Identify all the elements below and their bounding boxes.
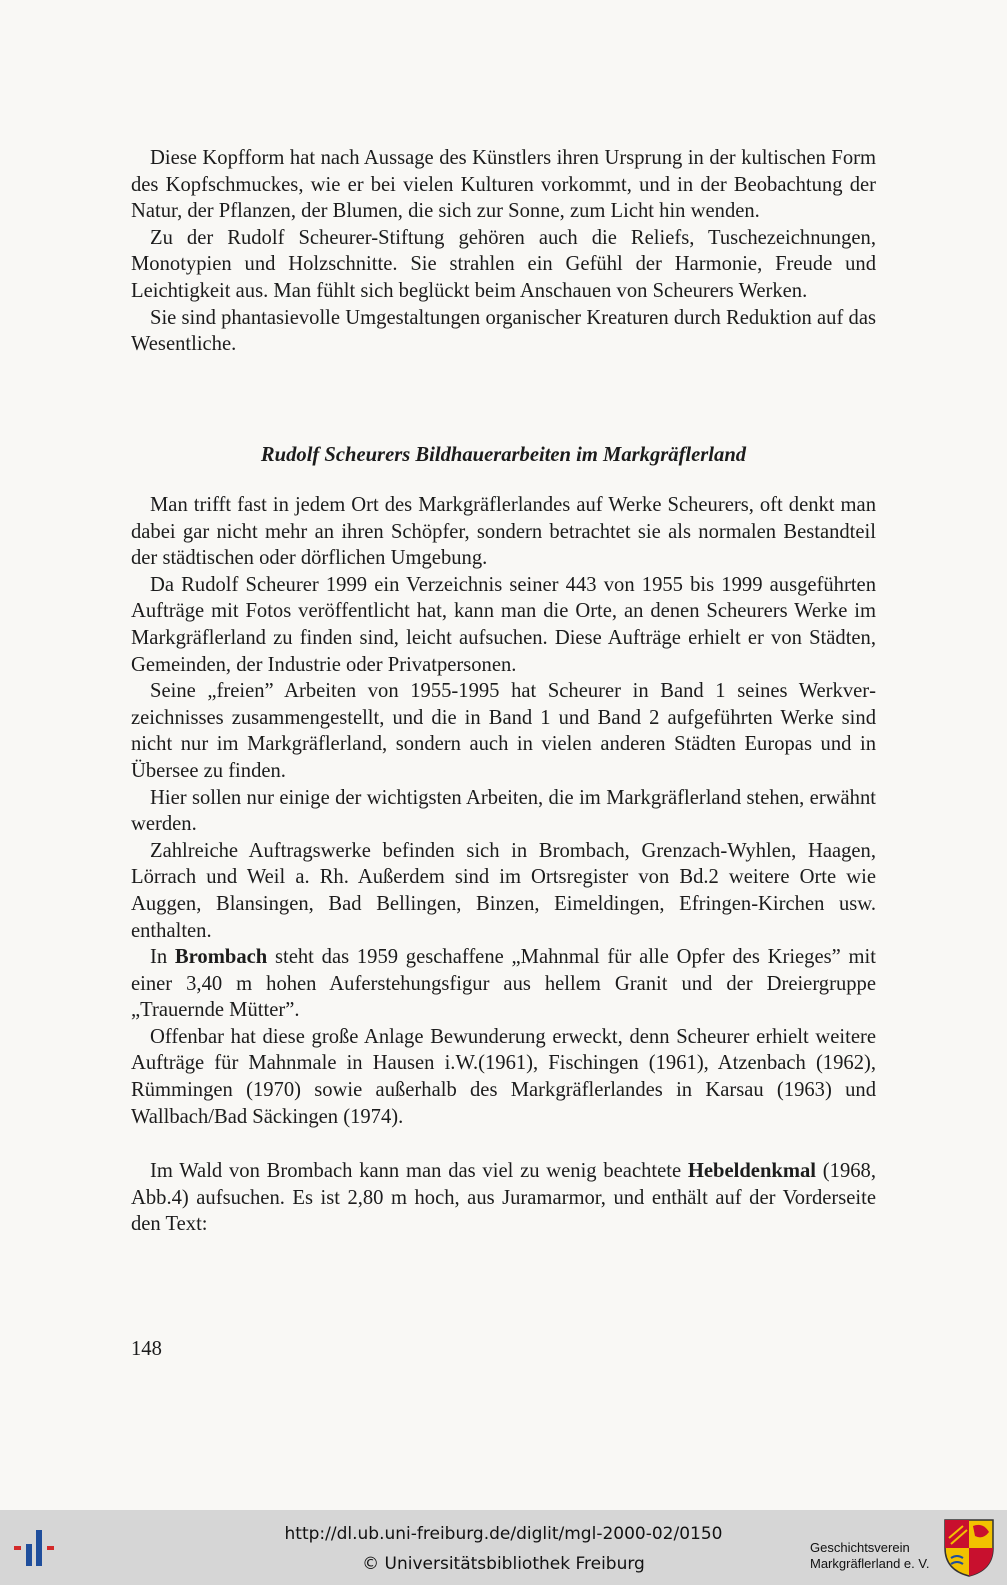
- paragraph: Seine „freien” Arbeiten von 1955-1995 hat Scheurer in Band 1 seines Werkverzeichnisses zusammengestellt, und die in Band 1 und Band 2 aufgeführten Werke sind nicht nur im Markgräflerland, sondern auch in vielen anderen Städten Europas und in Übersee zu finden.: [131, 680, 876, 782]
- coat-of-arms-icon: [943, 1518, 995, 1578]
- paragraph: Diese Kopfform hat nach Aussage des Künstlers ihren Ursprung in der kultischen Form des Kopfschmuckes, wie er bei vielen Kulturen vorkommt, und in der Beobachtung der Natur, der Pflanzen, der Blumen, die sich zur Sonne, zum Licht hin wenden.: [131, 147, 876, 223]
- bold-monument-name: Hebeldenkmal: [687, 1160, 817, 1182]
- text-run: steht das 1959 geschaffene „Mahnmal für alle Opfer des Krieges” mit einer 3,40 m hohen Auferstehungsfigur aus hellem Granit und der Dreiergruppe „Trauernde Mütter”.: [131, 946, 876, 1022]
- hebel-text-block: [131, 1158, 876, 1238]
- society-name-line: Markgräflerland e. V.: [810, 1556, 930, 1571]
- paragraph: Zahlreiche Auftragswerke befinden sich in Brombach, Grenzach-Wyhlen, Haagen, Lörrach und Weil a. Rh. Außerdem sind im Ortsregister von Bd.2 weitere Orte wie Auggen, Blansingen, Bad Bellingen, Binzen, Eimeldingen, Efringen-Kirchen usw. enthalten.: [131, 839, 876, 942]
- text-run: In: [150, 946, 175, 969]
- paragraph: Man trifft fast in jedem Ort des Markgräflerlandes auf Werke Scheurers, oft denkt man dabei gar nicht mehr an ihren Schöpfer, sondern betrachtet sie als normalen Bestandteil der städtischen oder dörflichen Umgebung.: [131, 494, 876, 570]
- paragraph: Sie sind phantasievolle Umgestaltungen organischer Kreaturen durch Reduktion auf das Wesentliche.: [131, 306, 876, 356]
- footer-bar: [0, 1510, 1007, 1585]
- text-run: Im Wald von Brombach kann man das viel zu wenig beachtete: [150, 1160, 688, 1182]
- section-heading: Rudolf Scheurers Bildhauerarbeiten im Markgräflerland: [260, 444, 747, 466]
- bold-place-name: Brombach: [174, 946, 268, 969]
- paragraph: Da Rudolf Scheurer 1999 ein Verzeichnis seiner 443 von 1955 bis 1999 ausgeführten Aufträge mit Fotos veröffentlicht hat, kann man die Orte, an denen Scheurers Werke im Markgräflerland zu finden sind, leicht aufsuchen. Diese Aufträge erhielt er von Städten, Gemeinden, der Industrie oder Privatpersonen.: [131, 573, 876, 676]
- paragraph: Offenbar hat diese große Anlage Bewunderung erweckt, denn Scheurer erhielt weitere Aufträge für Mahnmale in Hausen i.W.(1961), Fischingen (1961), Atzenbach (1962), Rümmingen (1970) sowie außerhalb des Markgräflerlandes in Karsau (1963) und Wallbach/Bad Säckingen (1974).: [131, 1025, 876, 1128]
- text-run: (1968, Abb.4) aufsuchen. Es ist 2,80 m hoch, aus Juramarmor, und enthält auf der Vorderseite den Text:: [131, 1160, 876, 1236]
- page-number: 148: [131, 1338, 162, 1360]
- paragraph: Hier sollen nur einige der wichtigsten Arbeiten, die im Markgräflerland stehen, erwähnt werden.: [131, 786, 876, 836]
- society-name: [810, 1540, 929, 1572]
- paragraph-hebeldenkmal: [131, 1158, 876, 1238]
- copyright-text: © Universitätsbibliothek Freiburg: [362, 1554, 645, 1574]
- society-name-line: Geschichtsverein: [810, 1540, 910, 1555]
- intro-text-block: [131, 145, 876, 358]
- section-text-block: [131, 492, 876, 1130]
- source-url-link[interactable]: http://dl.ub.uni-freiburg.de/diglit/mgl-2000-02/0150: [284, 1524, 723, 1544]
- paragraph-brombach: [131, 944, 876, 1024]
- paragraph: Zu der Rudolf Scheurer-Stiftung gehören auch die Reliefs, Tuschezeichnungen, Monotypien und Holzschnitte. Sie strahlen ein Gefühl der Harmonie, Freude und Leichtigkeit aus. Man fühlt sich beglückt beim Anschauen von Scheurers Werken.: [131, 226, 876, 302]
